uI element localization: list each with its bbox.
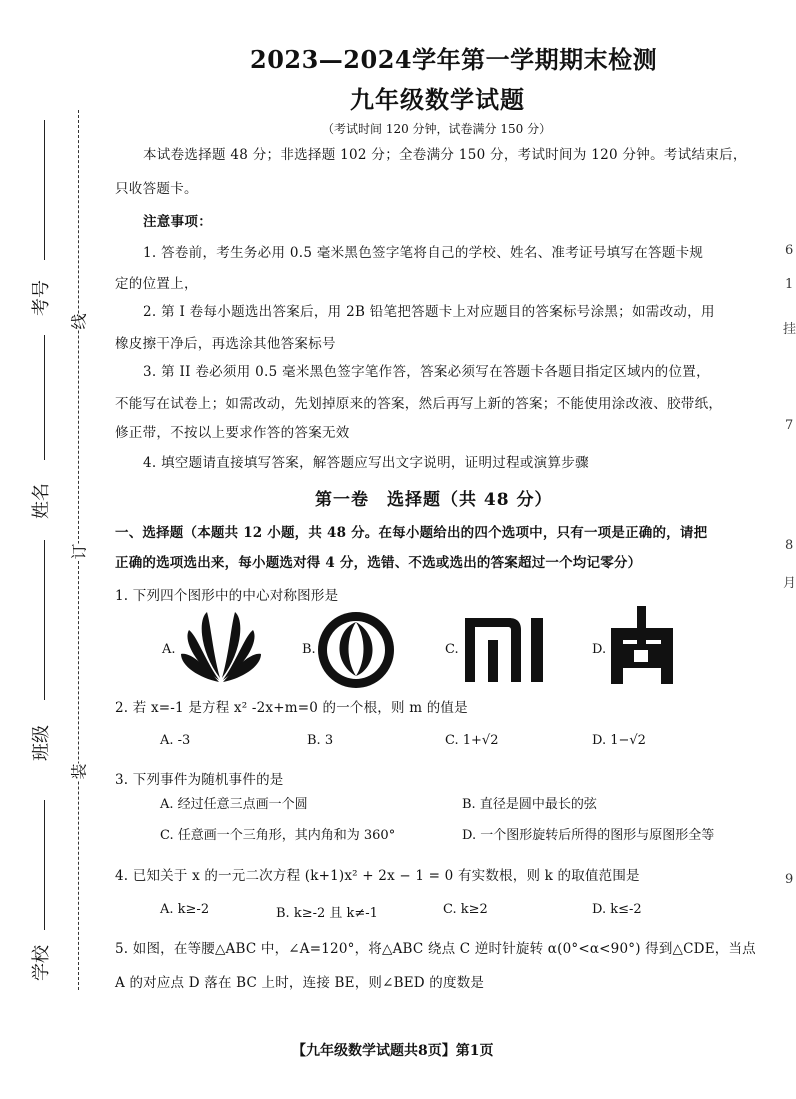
- binding-label-ding: 订: [67, 543, 90, 559]
- q2-option-b: B. 3: [307, 733, 334, 748]
- q2-option-a: A. -3: [160, 733, 191, 748]
- note-2a: 2. 第 I 卷每小题选出答案后，用 2B 铅笔把答题卡上对应题目的答案标号涂黑；如需改动，用: [143, 304, 715, 320]
- sidebar-label-xingming: 姓名: [31, 483, 52, 519]
- huawei-logo-icon: [175, 606, 267, 686]
- q4-option-d: D. k≤-2: [592, 902, 642, 917]
- note-2b: 橡皮擦干净后，再选涂其他答案标号: [115, 336, 336, 352]
- q1-option-d-label: D.: [592, 642, 607, 657]
- q3-option-d: D. 一个图形旋转后所得的图形与原图形全等: [462, 828, 715, 843]
- note-4: 4. 填空题请直接填写答案，解答题应写出文字说明，证明过程或演算步骤: [143, 455, 589, 471]
- exam-title: 2023—2024学年第一学期期末检测: [250, 45, 658, 74]
- note-3a: 3. 第 II 卷必须用 0.5 毫米黑色签字笔作答，答案必须写在答题卡各题目指定区域内的位置，: [143, 364, 710, 380]
- q4-option-c: C. k≥2: [443, 902, 488, 917]
- section-title: 第一卷 选择题（共 48 分）: [315, 490, 553, 510]
- sidebar-line-1: [44, 120, 45, 260]
- q3-option-b: B. 直径是圆中最长的弦: [462, 797, 597, 812]
- binding-label-zhuang: 装: [67, 763, 90, 779]
- q5-line-2: A 的对应点 D 落在 BC 上时，连接 BE，则∠BED 的度数是: [115, 975, 485, 991]
- binding-label-xian: 线: [67, 313, 90, 329]
- note-3c: 修正带，不按以上要求作答的答案无效: [115, 425, 350, 441]
- q3-option-c: C. 任意画一个三角形，其内角和为 360°: [160, 828, 396, 843]
- edge-char-5: 8: [785, 538, 794, 553]
- q1-option-a-label: A.: [162, 642, 176, 657]
- intro-line-1: 本试卷选择题 48 分；非选择题 102 分；全卷满分 150 分，考试时间为 120 分钟。考试结束后，: [143, 147, 747, 163]
- section-desc-1: 一、选择题（本题共 12 小题，共 48 分。在每小题给出的四个选项中，只有一项是正确的，请把: [115, 525, 708, 541]
- mi-logo-icon: [465, 618, 555, 682]
- q1-option-b-label: B.: [302, 642, 316, 657]
- sidebar-label-banji: 班级: [31, 725, 52, 761]
- edge-char-7: 9: [785, 872, 794, 887]
- circular-logo-icon: [316, 610, 396, 690]
- q1-option-c-label: C.: [445, 642, 459, 657]
- edge-char-3: 挂: [783, 322, 796, 337]
- edge-char-6: 月: [783, 576, 796, 591]
- sidebar-line-4: [44, 800, 45, 930]
- edge-char-1: 6: [785, 243, 794, 258]
- q2-stem: 2. 若 x=-1 是方程 x² -2x+m=0 的一个根，则 m 的值是: [115, 700, 468, 716]
- q4-option-b: B. k≥-2 且 k≠-1: [276, 906, 378, 921]
- sidebar-line-3: [44, 540, 45, 700]
- edge-char-4: 7: [785, 418, 794, 433]
- sidebar-label-xuexiao: 学校: [31, 945, 52, 981]
- q5-line-1: 5. 如图，在等腰△ABC 中，∠A=120°，将△ABC 绕点 C 逆时针旋转 α(0°<α<90°) 得到△CDE，当点: [115, 941, 756, 957]
- q1-stem: 1. 下列四个图形中的中心对称图形是: [115, 588, 339, 604]
- note-3b: 不能写在试卷上；如需改动，先划掉原来的答案，然后再写上新的答案；不能使用涂改液、胶带纸，: [115, 396, 723, 412]
- sidebar-line-2: [44, 335, 45, 460]
- note-1a: 1. 答卷前，考生务必用 0.5 毫米黑色签字笔将自己的学校、姓名、准考证号填写在答题卡规: [143, 245, 704, 261]
- exam-meta: （考试时间 120 分钟，试卷满分 150 分）: [322, 122, 552, 136]
- intro-line-2: 只收答题卡。: [115, 181, 198, 197]
- bank-logo-icon: [607, 606, 677, 684]
- section-desc-2: 正确的选项选出来，每小题选对得 4 分，选错、不选或选出的答案超过一个均记零分）: [115, 555, 642, 571]
- q4-stem: 4. 已知关于 x 的一元二次方程 (k+1)x² + 2x − 1 = 0 有实数根，则 k 的取值范围是: [115, 868, 640, 884]
- sidebar-label-kaohao: 考号: [31, 280, 52, 316]
- q3-stem: 3. 下列事件为随机事件的是: [115, 772, 284, 788]
- edge-char-2: 1: [785, 277, 794, 292]
- notes-heading: 注意事项：: [143, 214, 212, 230]
- q2-option-c: C. 1+√2: [445, 733, 499, 748]
- q3-option-a: A. 经过任意三点画一个圆: [160, 797, 308, 812]
- page-footer: 【九年级数学试题共8页】第1页: [292, 1043, 494, 1059]
- q2-option-d: D. 1−√2: [592, 733, 646, 748]
- note-1b: 定的位置上，: [115, 276, 198, 292]
- q4-option-a: A. k≥-2: [160, 902, 210, 917]
- exam-subject: 九年级数学试题: [350, 85, 525, 114]
